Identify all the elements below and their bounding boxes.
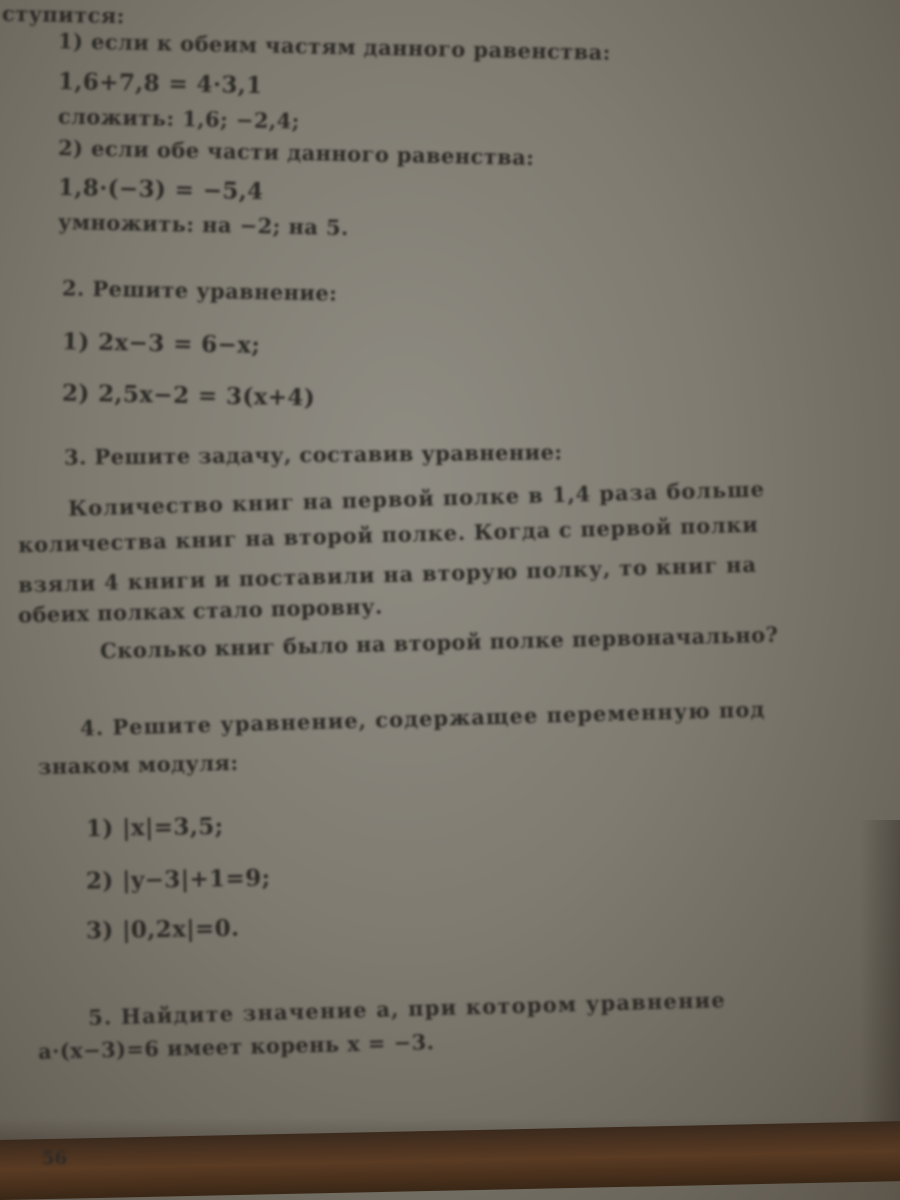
task-5-heading: 5. Найдите значение a, при котором уравнение bbox=[87, 987, 727, 1030]
task-3-text-line-1: Количество книг на первой полке в 1,4 раза больше bbox=[67, 476, 766, 521]
task-3-text-line-2: количества книг на второй полке. Когда с первой полки bbox=[17, 511, 759, 558]
task-3-heading: 3. Решите задачу, составив уравнение: bbox=[63, 439, 563, 470]
task-2-equation-1: 1) 2x−3 = 6−x; bbox=[61, 328, 261, 359]
task-2-equation-2: 2) 2,5x−2 = 3(x+4) bbox=[61, 379, 316, 412]
page-curl-shadow bbox=[860, 820, 900, 1140]
text-line-multiply-values: умножить: на −2; на 5. bbox=[57, 208, 349, 241]
task-5-text: a·(x−3)=6 имеет корень x = −3. bbox=[37, 1029, 435, 1064]
task-3-text-line-4: обеих полках стало поровну. bbox=[17, 593, 383, 628]
task-4-heading-cont: знаком модуля: bbox=[37, 749, 239, 780]
text-line-stupitsya: ступится: bbox=[1, 0, 126, 29]
task-2-heading: 2. Решите уравнение: bbox=[61, 275, 338, 306]
text-line-rule-2: 2) если обе части данного равенства: bbox=[57, 135, 535, 170]
equality-1: 1,6+7,8 = 4·3,1 bbox=[57, 67, 263, 100]
text-line-rule-1: 1) если к обеим частям данного равенства: bbox=[57, 28, 612, 65]
task-3-text-line-3: взяли 4 книги и поставили на вторую полку, то книг на bbox=[17, 551, 758, 598]
task-4-equation-1: 1) |x|=3,5; bbox=[85, 812, 224, 843]
text-line-add-values: сложить: 1,6; −2,4; bbox=[57, 103, 301, 134]
equality-2: 1,8·(−3) = −5,4 bbox=[57, 173, 264, 206]
task-4-equation-2: 2) |y−3|+1=9; bbox=[85, 864, 271, 895]
task-4-heading: 4. Решите уравнение, содержащее переменную под bbox=[79, 696, 766, 741]
page-number: 56 bbox=[42, 1148, 68, 1169]
task-4-equation-3: 3) |0,2x|=0. bbox=[85, 914, 240, 945]
task-3-question: Сколько книг было на второй полке первоначально? bbox=[99, 621, 779, 664]
